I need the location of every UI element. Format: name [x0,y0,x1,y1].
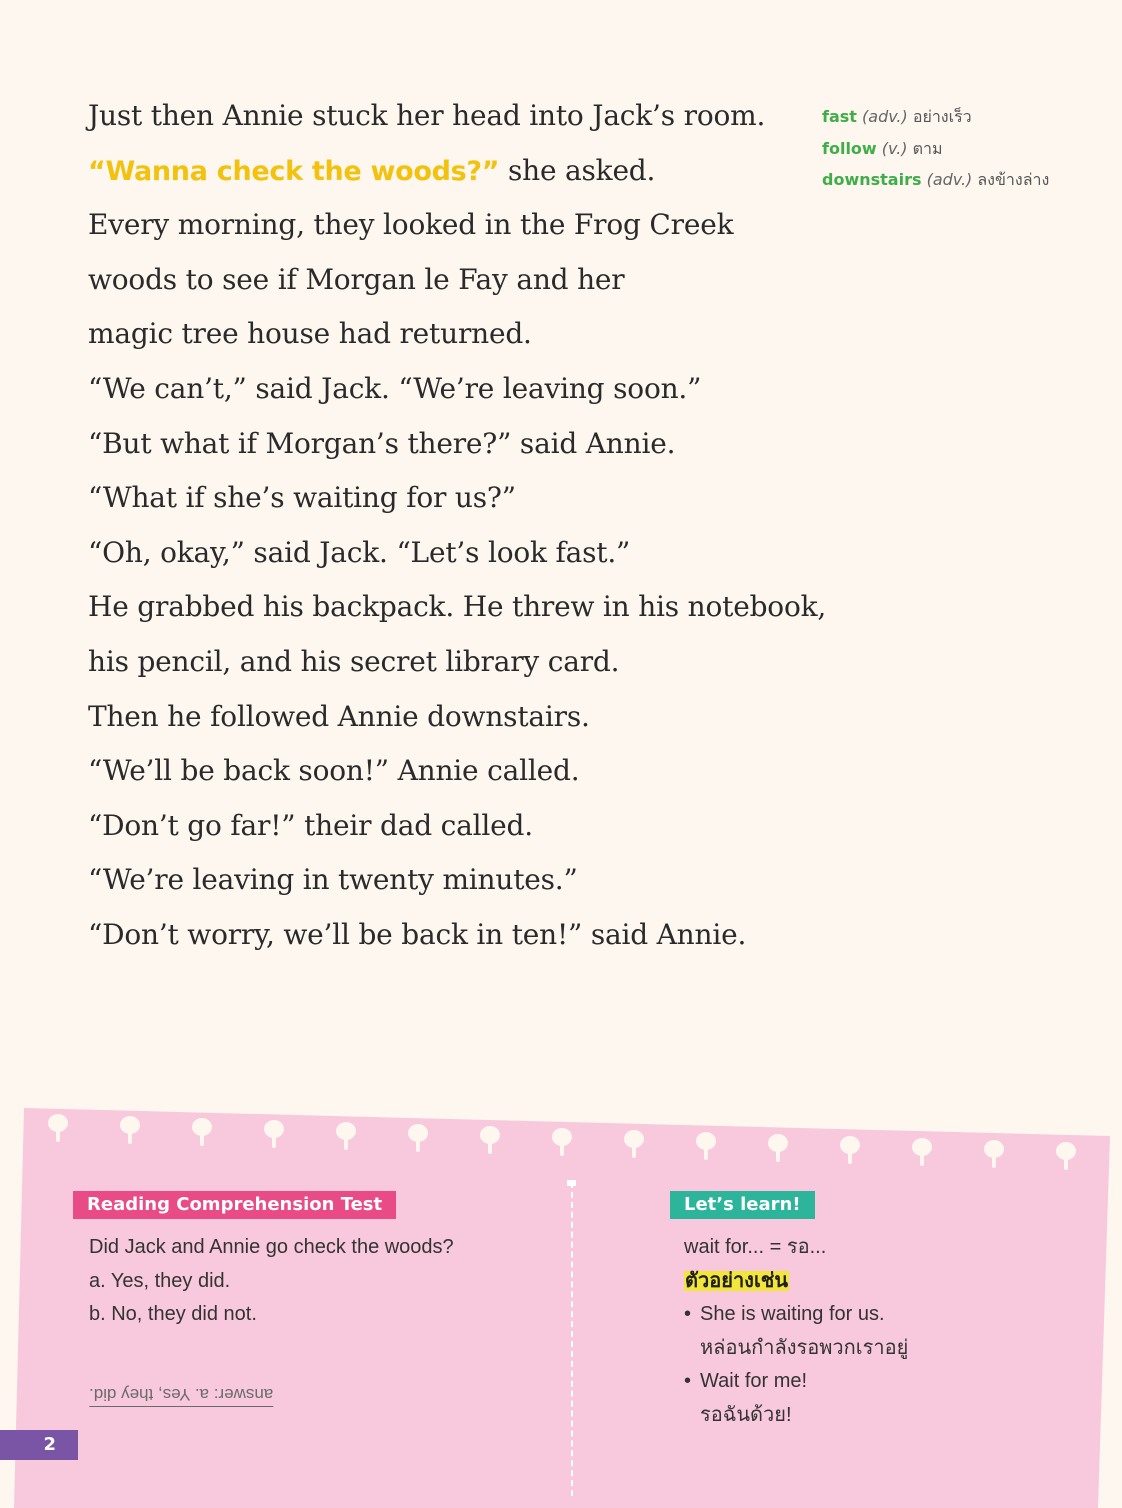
bullet-icon: • [684,1370,692,1392]
story-line: “We’ll be back soon!” Annie called. [88,754,580,788]
vocab-item [822,104,1049,136]
story-line: woods to see if Morgan le Fay and her [88,262,625,296]
vocab-item [822,167,1049,199]
vocab-thai: อย่างเร็ว [912,107,972,126]
punch-hole [912,1138,932,1156]
punch-hole [1056,1142,1076,1160]
vocabulary-list [822,104,1049,199]
story-line: Just then Annie stuck her head into Jack’s room. [88,99,766,132]
reading-test-question [89,1234,454,1335]
story-line-tail: she asked. [507,153,656,187]
punch-hole [408,1124,428,1142]
story-text [88,93,848,967]
punch-hole [984,1140,1004,1158]
example-label: ตัวอย่างเช่น [685,1269,789,1292]
punch-hole [552,1128,572,1146]
story-line-highlight [88,148,848,203]
story-line: “Oh, okay,” said Jack. “Let’s look fast.” [88,535,631,569]
answer-upside-down: answer: a. Yes, they did. [89,1384,273,1407]
example-item [684,1301,908,1335]
punch-hole [624,1130,644,1148]
story-line: “Don’t worry, we’ll be back in ten!” said Annie. [88,917,747,951]
story-line: Then he followed Annie downstairs. [88,699,590,733]
example-thai: รอฉันด้วย! [700,1403,792,1426]
vocab-pos: (adv.) [862,107,908,126]
example-thai: หล่อนกำลังรอพวกเราอยู่ [700,1336,909,1359]
story-line: “We’re leaving in twenty minutes.” [88,863,578,897]
story-line: “We can’t,” said Jack. “We’re leaving soon.” [88,371,702,405]
vocab-thai: ลงข้างล่าง [977,170,1050,189]
vocab-pos: (v.) [881,138,908,158]
vocab-pos: (adv.) [926,170,973,189]
question-text: Did Jack and Annie go check the woods? [89,1236,454,1258]
example-item [684,1368,908,1402]
punch-hole [336,1122,356,1140]
option-b: b. No, they did not. [89,1303,257,1325]
example-english: Wait for me! [700,1370,808,1392]
vocab-word: downstairs [822,170,922,189]
punch-hole [480,1126,500,1144]
story-line: magic tree house had returned. [88,317,532,351]
learn-phrase: wait for... = รอ... [684,1236,827,1258]
example-label-row [684,1268,908,1302]
page-number: 2 [0,1430,78,1460]
vocab-word: follow [822,138,877,158]
section-divider [571,1182,573,1496]
punch-hole [120,1116,140,1134]
story-line: “Don’t go far!” their dad called. [88,808,533,842]
punch-hole [696,1132,716,1150]
example-english: She is waiting for us. [700,1303,885,1325]
highlighted-quote: “Wanna check the woods?” [88,155,500,187]
vocab-item [822,136,1049,168]
punch-hole [192,1118,212,1136]
vocab-thai: ตาม [912,138,943,158]
punch-hole [768,1134,788,1152]
reading-test-label: Reading Comprehension Test [73,1191,396,1219]
punch-hole [840,1136,860,1154]
story-line: “What if she’s waiting for us?” [88,481,516,515]
story-line: “But what if Morgan’s there?” said Annie. [88,426,676,460]
punch-hole [48,1114,68,1132]
story-line: He grabbed his backpack. He threw in his notebook, [88,590,827,624]
lets-learn-label: Let’s learn! [670,1191,815,1219]
story-line: Every morning, they looked in the Frog Creek [88,208,734,242]
option-a: a. Yes, they did. [89,1269,231,1292]
vocab-word: fast [822,107,857,126]
lets-learn-content [684,1234,908,1435]
punch-hole [264,1120,284,1138]
story-line: his pencil, and his secret library card. [88,644,620,678]
bullet-icon: • [684,1303,692,1325]
